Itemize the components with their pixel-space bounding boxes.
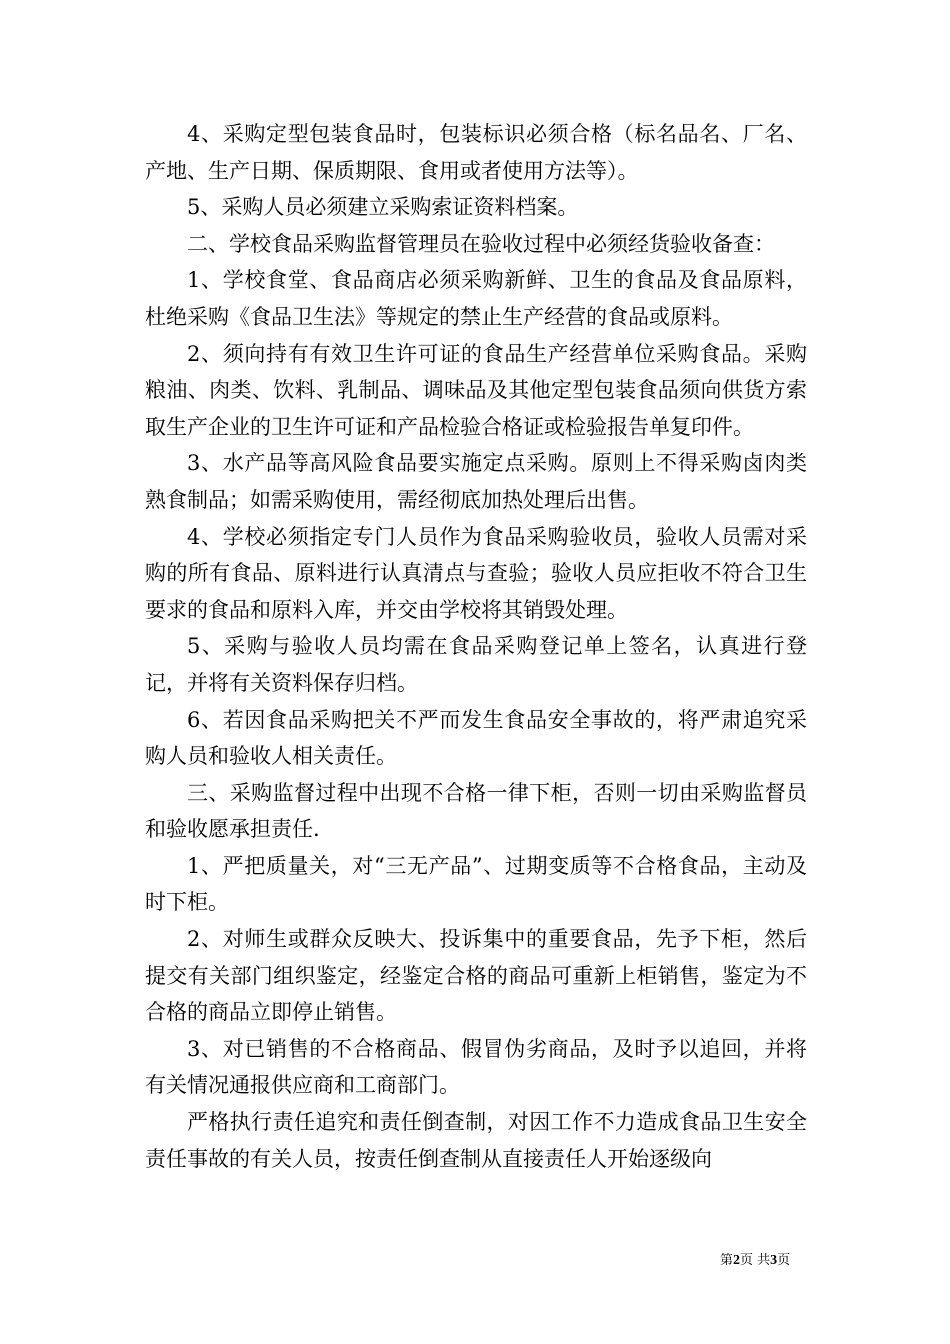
total-pages-number: 3 (770, 1253, 778, 1268)
footer-suffix: 页 (777, 1253, 791, 1268)
paragraph: 1、严把质量关，对“三无产品”、过期变质等不合格食品，主动及时下柜。 (145, 853, 807, 915)
paragraph: 6、若因食品采购把关不严而发生食品安全事故的，将严肃追究采购人员和验收人相关责任。 (145, 707, 807, 769)
paragraph: 4、采购定型包装食品时，包装标识必须合格（标名品名、厂名、产地、生产日期、保质期限、食用或者使用方法等）。 (145, 122, 807, 183)
section-heading: 二、学校食品采购监督管理员在验收过程中必须经货验收备查： (187, 231, 775, 256)
paragraph: 3、水产品等高风险食品要实施定点采购。原则上不得采购卤肉类熟食制品；如需采购使用，需经彻底加热处理后出售。 (145, 451, 807, 512)
paragraph: 严格执行责任追究和责任倒查制，对因工作不力造成食品卫生安全责任事故的有关人员，按责任倒查制从直接责任人开始逐级向 (145, 1110, 807, 1171)
page-number-footer (720, 1249, 790, 1269)
footer-middle: 页 共 (740, 1253, 771, 1268)
footer-prefix: 第 (720, 1253, 734, 1268)
section-heading: 三、采购监督过程中出现不合格一律下柜，否则一切由采购监督员和验收愿承担责任. (145, 780, 807, 842)
paragraph: 3、对已销售的不合格商品、假冒伪劣商品，及时予以追回，并将有关情况通报供应商和工商部门。 (145, 1036, 807, 1098)
paragraph: 2、对师生或群众反映大、投诉集中的重要食品，先予下柜，然后提交有关部门组织鉴定，经鉴定合格的商品可重新上柜销售，鉴定为不合格的商品立即停止销售。 (145, 927, 807, 1025)
paragraph: 5、采购与验收人员均需在食品采购登记单上签名，认真进行登记，并将有关资料保存归档。 (145, 634, 807, 695)
paragraph: 2、须向持有有效卫生许可证的食品生产经营单位采购食品。采购粮油、肉类、饮料、乳制品、调味品及其他定型包装食品须向供货方索取生产企业的卫生许可证和产品检验合格证或检验报告单复印件。 (145, 341, 807, 439)
paragraph: 4、学校必须指定专门人员作为食品采购验收员，验收人员需对采购的所有食品、原料进行认真清点与查验；验收人员应拒收不符合卫生要求的食品和原料入库，并交由学校将其销毁处理。 (145, 524, 807, 622)
paragraph: 1、学校食堂、食品商店必须采购新鲜、卫生的食品及食品原料，杜绝采购《食品卫生法》等规定的禁止生产经营的食品或原料。 (145, 268, 807, 329)
body-text (145, 116, 807, 1177)
paragraph: 5、采购人员必须建立采购索证资料档案。 (187, 195, 579, 220)
current-page-number: 2 (733, 1253, 741, 1268)
